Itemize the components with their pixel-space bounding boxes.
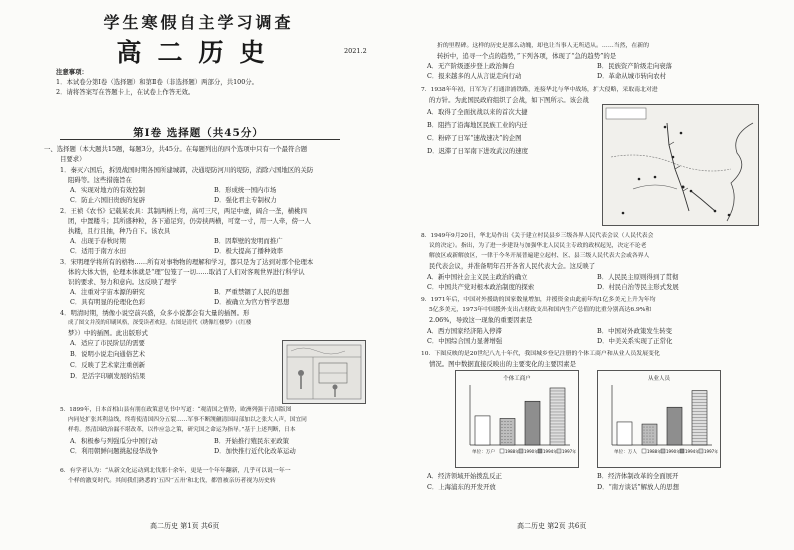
q4-option-d[interactable]: D．是活字印刷发展的结果 bbox=[70, 372, 146, 380]
chart-0-bar-1-dot bbox=[502, 424, 503, 425]
chart-1-legend-1: 1990年 bbox=[666, 449, 681, 454]
q8-option-d[interactable]: D．村民自治等民主形式发展 bbox=[597, 283, 679, 291]
chart-1-bar-0 bbox=[617, 422, 632, 445]
q7-option-c[interactable]: C．粉碎了日军“速战速决”的企图 bbox=[427, 134, 522, 142]
q6-option-b[interactable]: B．民族资产阶级走向衰落 bbox=[597, 62, 672, 70]
q5-option-a[interactable]: A．积极参与列强瓜分中国行动 bbox=[70, 437, 158, 445]
q9-option-a[interactable]: A．西方国家经济陷入停滞 bbox=[427, 327, 502, 335]
chart-1-bar-1-dot bbox=[650, 433, 651, 434]
q5-option-b[interactable]: B．开始推行殖民东亚政策 bbox=[214, 437, 289, 445]
chart-1-bar-1-dot bbox=[647, 442, 648, 443]
q10-option-c[interactable]: C．上海浦东的开发开放 bbox=[427, 483, 496, 491]
chart-0-bar-1-dot bbox=[502, 436, 503, 437]
q8-option-a[interactable]: A．新中国社会主义民主政治的确立 bbox=[427, 273, 528, 281]
q5-option-d[interactable]: D．加快推行近代化改革运动 bbox=[214, 447, 296, 455]
chart-1-bar-1-dot bbox=[644, 427, 645, 428]
q3-stem-3: 识的要求、努力和意向。这反映了理学 bbox=[68, 278, 177, 286]
q6-stem-2: 个样的激变时代。其间我们熟悉的‘五四’‘五卅’和北伐，都曾被亲历者视为历史转 bbox=[68, 478, 276, 484]
chart-1-bar-2 bbox=[667, 407, 682, 445]
q9-option-d[interactable]: D．中美关系实现了正常化 bbox=[597, 337, 673, 345]
chart-1-bar-1-dot bbox=[644, 430, 645, 431]
q9-option-b[interactable]: B．中国对外政策发生转变 bbox=[597, 327, 672, 335]
chart-1-bar-1-dot bbox=[647, 427, 648, 428]
chart-0-bar-2 bbox=[525, 401, 540, 445]
chart-0-legend-3: 1997年 bbox=[562, 449, 577, 454]
q9-stem-1: 9．1971年后，中国对外援助的国家数量增加，并援资金由此前年均1亿多美元上升为年均 bbox=[421, 297, 656, 303]
chart-1-bar-1-dot bbox=[650, 436, 651, 437]
chart-0-bar-1-dot bbox=[508, 424, 509, 425]
chart-0-bar-1-dot bbox=[508, 442, 509, 443]
chart-1-bar-1-dot bbox=[653, 439, 654, 440]
q7-stem-1: 7．1938年年初，日军为了打通津浦铁路，连接华北与华中战场，扩大侵略，采取南北对进 bbox=[421, 87, 658, 93]
q10-option-a[interactable]: A．经济领域开始拨乱反正 bbox=[427, 472, 502, 480]
page-2-footer: 高二历史 第2页 共6页 bbox=[517, 522, 587, 530]
chart-0-unit-label: 单位：万户 bbox=[472, 450, 495, 455]
chart-1-bar-3 bbox=[692, 391, 707, 445]
chart-1-bar-1-dot bbox=[653, 433, 654, 434]
q9-stem-3: 2.06%，导致这一现象的重要因素是 bbox=[429, 316, 533, 324]
chart-0-bar-1-dot bbox=[511, 442, 512, 443]
q7-option-d[interactable]: D．迟滞了日军南下进攻武汉的速度 bbox=[427, 147, 528, 155]
chart-0-bar-1-dot bbox=[505, 421, 506, 422]
q8-option-b[interactable]: B．人民民主原则得到了贯彻 bbox=[597, 273, 679, 281]
map-drawing bbox=[603, 105, 758, 225]
chart-0-bar-1-dot bbox=[508, 436, 509, 437]
q9-option-c[interactable]: C．中国综合国力显著增强 bbox=[427, 337, 503, 345]
q3-option-d[interactable]: D．被确立为官方哲学思想 bbox=[214, 298, 290, 306]
chart-0-bar-1-dot bbox=[511, 421, 512, 422]
q1-stem-2: 阻碍等。这些措施旨在 bbox=[68, 176, 132, 184]
chart-0-bar-1-dot bbox=[505, 436, 506, 437]
q1-option-b[interactable]: B．形成统一国内市场 bbox=[214, 186, 277, 194]
chart-0-bar-1-dot bbox=[502, 442, 503, 443]
q3-option-c[interactable]: C．具有明显的伦理化色彩 bbox=[70, 298, 146, 306]
q10-option-d[interactable]: D．“南方谈话”解放人的思想 bbox=[597, 483, 679, 491]
page-1-footer: 高二历史 第1页 共6页 bbox=[150, 522, 220, 530]
q10-stem-1: 10．下图反映的是20世纪八九十年代，我国城乡登记注册的个体工商户和从业人员发展变化 bbox=[421, 351, 660, 357]
q4-stem-3: 梦》）中的插图。此出版形式 bbox=[68, 329, 148, 337]
chart-households-svg bbox=[456, 371, 578, 467]
chart-0-bar-1-dot bbox=[505, 427, 506, 428]
chart-0-bar-1-dot bbox=[502, 439, 503, 440]
q7-option-a[interactable]: A．取得了全面抗战以来的首次大捷 bbox=[427, 108, 528, 116]
chart-1-bar-1-dot bbox=[647, 433, 648, 434]
battle-map bbox=[602, 104, 759, 226]
chart-0-bar-1-dot bbox=[511, 439, 512, 440]
chart-0-bar-1-dot bbox=[505, 433, 506, 434]
chart-1-bar-1-dot bbox=[653, 436, 654, 437]
q4-option-a[interactable]: A．适应了市民阶层的需要 bbox=[70, 339, 145, 347]
chart-1-bar-1-dot bbox=[647, 436, 648, 437]
q3-stem-2: 体的大体大悟，伦理本体就是“理”包笼了一切……取消了人们对客观世界进行科学认 bbox=[68, 268, 305, 276]
chart-1-bar-1-dot bbox=[644, 442, 645, 443]
q1-option-d[interactable]: D．强化君主专制权力 bbox=[214, 196, 277, 204]
chart-0-bar-1 bbox=[500, 418, 515, 445]
q2-option-a[interactable]: A．出现于春秋时期 bbox=[70, 237, 126, 245]
instructions-line-1: 一、选择题（本大题共15题，每题3分，共45分。在每题列出的四个选项中只有一个最符合题 bbox=[44, 145, 308, 153]
chart-1-bar-1-dot bbox=[650, 427, 651, 428]
q4-option-b[interactable]: B．说明小说走向通俗艺术 bbox=[70, 350, 145, 358]
q10-stem-2: 情况。图中数据直接反映出的主要变化的主要因素是 bbox=[429, 360, 576, 368]
instructions-line-2: 目要求） bbox=[60, 155, 86, 163]
q3-option-b[interactable]: B．严重禁锢了人民的思想 bbox=[214, 288, 289, 296]
q2-stem-2: 团，中置耧斗；其所盛种粒，各下通足窍，仍旁挟两横，可宽一寸，用一人牵，傍一人 bbox=[68, 217, 311, 225]
exam-subject: 高二历史 bbox=[116, 38, 281, 67]
chart-employees bbox=[597, 370, 721, 468]
chart-1-legend-swatch-3 bbox=[699, 449, 703, 453]
chart-1-unit-label: 单位：万人 bbox=[614, 450, 637, 455]
q8-stem-1: 8．1949年9月20日，华北局作出《关于建立村民县乡三级各界人民代表会议（人民代表会 bbox=[421, 233, 654, 239]
q9-stem-2: 5亿多美元，1973年中国援外支出占财政支出和国内生产总值的比重分别高达6.9%和 bbox=[429, 307, 652, 313]
chart-0-title: 个体工商户 bbox=[503, 376, 531, 382]
chart-0-bar-1-dot bbox=[505, 442, 506, 443]
q5-stem-3: 样将。然清国政治漏不堪改革，以作应急之策，研究国之命运为指导。”基于上述判断，日本 bbox=[68, 427, 296, 433]
chart-0-legend-0: 1988年 bbox=[505, 449, 520, 454]
chart-0-legend-2: 1994年 bbox=[543, 449, 558, 454]
note-1: 1．本试卷分第Ⅰ卷（选择题）和第Ⅱ卷（非选择题）两部分，共100分。 bbox=[56, 78, 259, 86]
q6-option-a[interactable]: A．无产阶级逐步登上政治舞台 bbox=[427, 62, 515, 70]
chart-0-legend-swatch-0 bbox=[500, 449, 504, 453]
chart-0-bar-1-dot bbox=[511, 430, 512, 431]
divider bbox=[60, 139, 340, 140]
chart-employees-svg bbox=[598, 371, 720, 467]
q1-option-a[interactable]: A．实现对地方的有效控制 bbox=[70, 186, 145, 194]
chart-1-bar-1-dot bbox=[650, 430, 651, 431]
q6-stem-1: 6．有学者认为：“从新文化运动到北伐那十余年，更是一个年年翻新，几乎可以说一年一 bbox=[60, 468, 291, 474]
q1-stem-1: 1．秦灭六国后，拆毁战国时期各国所建城郭，决通堤防河川的堤防，消除六国地区的关防 bbox=[60, 166, 314, 174]
q2-stem-3: 执耧，且行且抽，种乃自下。该农具 bbox=[68, 227, 171, 235]
q6-option-c[interactable]: C．报来越多的人从言说走向行动 bbox=[427, 72, 522, 80]
chart-0-bar-3 bbox=[550, 388, 565, 445]
chart-1-legend-swatch-2 bbox=[680, 449, 684, 453]
q4-stem-2: 成了图文并茂的印刷风格，深受读者欢迎。右图是清代《绣像红楼梦》（《红楼 bbox=[68, 320, 252, 326]
chart-1-bar-1-dot bbox=[644, 433, 645, 434]
chart-0-bar-1-dot bbox=[511, 433, 512, 434]
q8-stem-4: 民代表会议，并准备明年召开各省人民代表大会。这反映了 bbox=[429, 262, 596, 270]
chart-0-bar-0 bbox=[475, 416, 490, 445]
chart-0-legend-swatch-3 bbox=[557, 449, 561, 453]
chart-1-bar-1-dot bbox=[653, 442, 654, 443]
note-2: 2．请将答案写在答题卡上，在试卷上作答无效。 bbox=[56, 88, 195, 96]
chart-0-legend-swatch-2 bbox=[538, 449, 542, 453]
q3-option-a[interactable]: A．注重对宇宙本源的研究 bbox=[70, 288, 145, 296]
chart-1-bar-1-dot bbox=[647, 430, 648, 431]
chart-0-bar-1-dot bbox=[502, 427, 503, 428]
chart-0-legend-swatch-1 bbox=[519, 449, 523, 453]
q2-option-c[interactable]: C．适用于南方水田 bbox=[70, 247, 127, 255]
q7-option-b[interactable]: B．阻挡了沿海地区民族工业的内迁 bbox=[427, 121, 528, 129]
chart-1-legend-swatch-1 bbox=[661, 449, 665, 453]
chart-1-bar-1-dot bbox=[653, 430, 654, 431]
chart-1-bar-1-dot bbox=[650, 442, 651, 443]
q8-option-c[interactable]: C．中国共产党对根本政治制度的探索 bbox=[427, 283, 535, 291]
chart-0-bar-1-dot bbox=[508, 439, 509, 440]
chart-1-bar-1-dot bbox=[650, 439, 651, 440]
q2-option-b[interactable]: B．因犁壁的发明而推广 bbox=[214, 237, 283, 245]
q4-option-c[interactable]: C．反映了艺术家注重创新 bbox=[70, 361, 146, 369]
q4-stem-1: 4．明清时期，绣像小说空前兴盛，众多小说都会有大量的插图。形 bbox=[60, 309, 250, 317]
q1-option-c[interactable]: C．防止六国旧贵族的复辟 bbox=[70, 196, 146, 204]
q7-stem-2: 的方针。为此国民政府组织了会战，如下图所示。该会战 bbox=[429, 96, 589, 104]
chart-0-bar-1-dot bbox=[508, 421, 509, 422]
illustration-drawing bbox=[283, 341, 365, 403]
notes-title: 注意事项： bbox=[56, 68, 88, 76]
q8-stem-2: 议的决定）。指出，为了进一步建设与加强华北人民民主专政的政权起见，决定不论老 bbox=[429, 243, 647, 249]
chart-0-bar-1-dot bbox=[502, 433, 503, 434]
q6-option-d[interactable]: D．革命从城市转向农村 bbox=[597, 72, 667, 80]
q2-option-d[interactable]: D．极大提高了播种效率 bbox=[214, 247, 284, 255]
chart-0-bar-1-dot bbox=[502, 421, 503, 422]
chart-0-bar-1-dot bbox=[511, 427, 512, 428]
chart-0-legend-1: 1990年 bbox=[524, 449, 539, 454]
q2-stem-1: 2．王祯《农书》记载某农具：其制两柄上弯，高可三尺，两足中虚，阔合一垄，横桃四 bbox=[60, 207, 307, 215]
novel-illustration bbox=[282, 340, 366, 404]
chart-1-bar-1-dot bbox=[653, 427, 654, 428]
exam-date: 2021.2 bbox=[344, 47, 367, 55]
chart-1-bar-1-dot bbox=[644, 436, 645, 437]
chart-0-bar-1-dot bbox=[511, 436, 512, 437]
q10-option-b[interactable]: B．经济体制改革的全面展开 bbox=[597, 472, 679, 480]
section-title: 第Ⅰ卷 选择题（共45分） bbox=[133, 127, 264, 139]
q5-stem-2: 内同处扩张其利益线，终将使清国四分五裂……军事不断觊觎清国局部加以之张大人声，国宜同 bbox=[68, 417, 307, 423]
chart-1-title: 从业人员 bbox=[647, 376, 671, 382]
chart-0-bar-1-dot bbox=[505, 430, 506, 431]
chart-1-bar-1-dot bbox=[647, 439, 648, 440]
chart-0-bar-1-dot bbox=[511, 424, 512, 425]
q6-cont-2: 转折中，追寻一个点的趋势，”下列各项，体现了“急的趋势”的是 bbox=[437, 52, 617, 60]
chart-households bbox=[455, 370, 579, 468]
chart-0-bar-1-dot bbox=[505, 424, 506, 425]
chart-1-legend-swatch-0 bbox=[642, 449, 646, 453]
chart-1-legend-3: 1997年 bbox=[704, 449, 719, 454]
chart-1-bar-1-dot bbox=[644, 439, 645, 440]
q8-stem-3: 解放区或新解放区，一律于今冬开展普遍建立起村、区、县三级人民代表大会或各界人 bbox=[429, 253, 650, 259]
q5-stem-1: 5．1899年，日本首相山县有朋在政策意见书中写道：“观清国之情势，欧洲列强于清国版图 bbox=[60, 407, 292, 413]
q6-cont-1: 折的里程碑。这样的历史是那么动魄，却也让当事人无所适从。……当然，在新的 bbox=[437, 43, 650, 49]
chart-0-bar-1-dot bbox=[508, 430, 509, 431]
chart-0-bar-1-dot bbox=[502, 430, 503, 431]
chart-1-legend-2: 1994年 bbox=[685, 449, 700, 454]
chart-0-bar-1-dot bbox=[505, 439, 506, 440]
exam-page-2 bbox=[397, 0, 794, 550]
q5-option-c[interactable]: C．利用朝鲜问题挑起侵华战争 bbox=[70, 447, 158, 455]
chart-0-bar-1-dot bbox=[508, 427, 509, 428]
chart-0-bar-1-dot bbox=[508, 433, 509, 434]
q3-stem-1: 3．宋明理学将所有的格物……所有对事物物的理解和学习，都只是为了达到对那个伦理本 bbox=[60, 258, 314, 266]
exam-title: 学生寒假自主学习调查 bbox=[103, 13, 294, 32]
chart-1-legend-0: 1988年 bbox=[647, 449, 662, 454]
